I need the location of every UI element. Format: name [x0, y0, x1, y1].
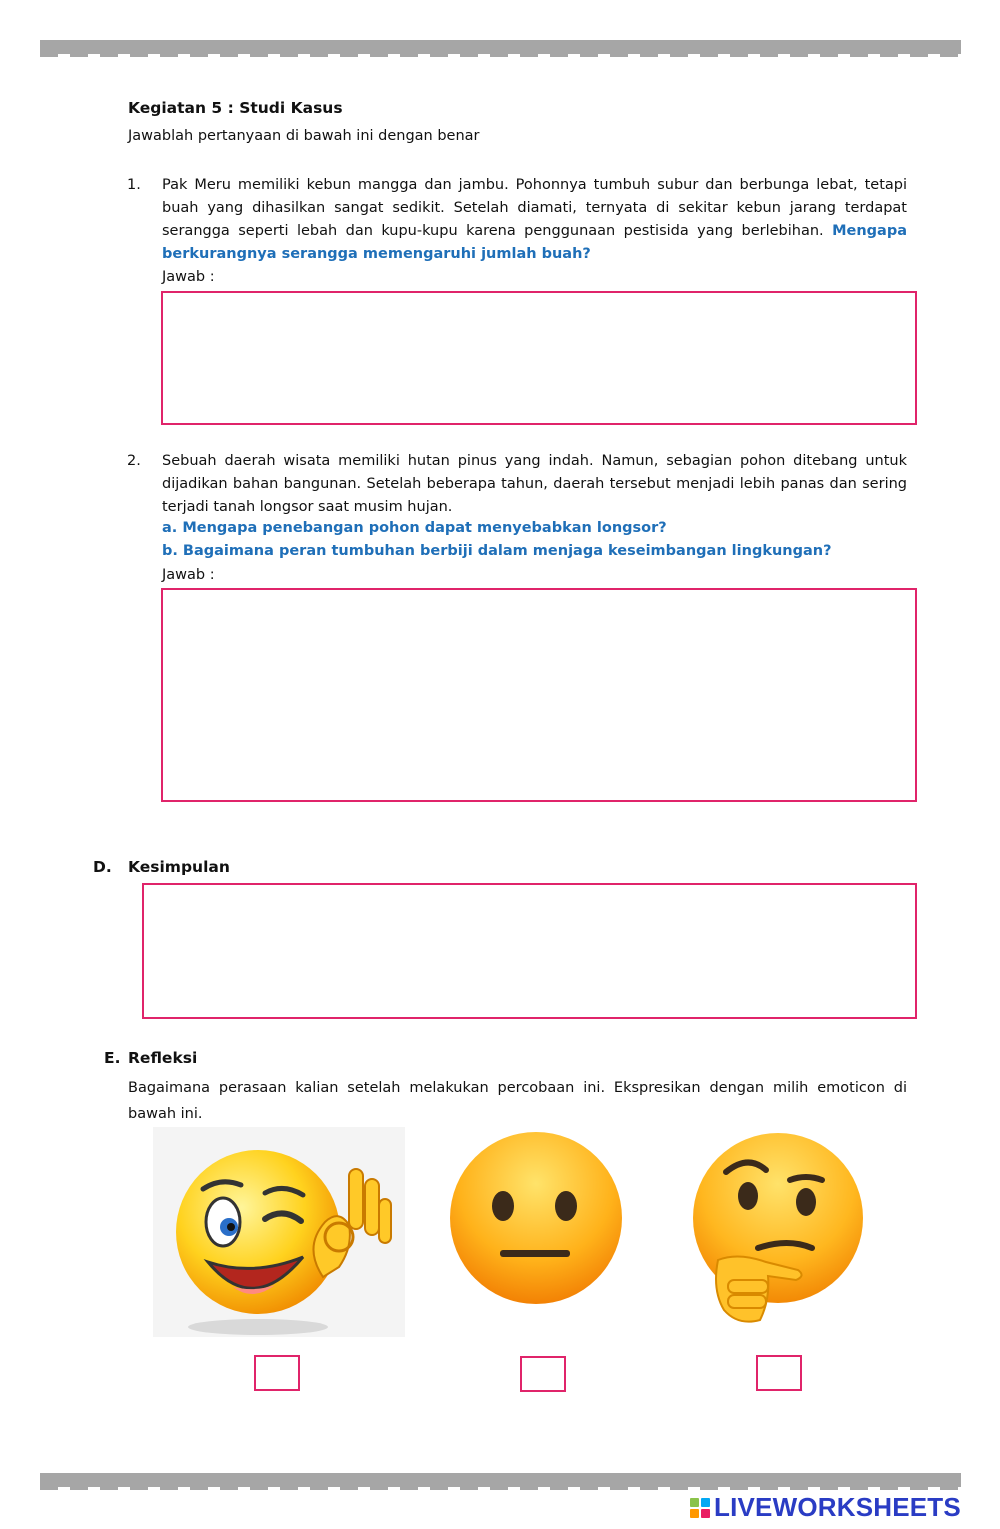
winking-ok-emoji	[153, 1127, 405, 1337]
activity-instruction: Jawablah pertanyaan di bawah ini dengan benar	[128, 128, 480, 144]
question-2-answer-label: Jawab :	[162, 567, 215, 583]
question-1-text: Pak Meru memiliki kebun mangga dan jambu. Pohonnya tumbuh subur dan berbunga lebat, tetapi buah yang dihasilkan sangat sedikit. Setelah diamati, ternyata di sekitar kebun jarang terdapat serangga seperti lebah dan kupu-kupu karena penggunaan pestisida yang berlebihan.	[162, 177, 907, 239]
choice-checkbox-neutral[interactable]	[520, 1356, 566, 1392]
reflection-title: Refleksi	[128, 1049, 198, 1067]
bottom-decorative-band	[40, 1473, 961, 1487]
question-2-text: Sebuah daerah wisata memiliki hutan pinus yang indah. Namun, sebagian pohon ditebang untuk dijadikan bahan bangunan. Setelah beberapa tahun, daerah tersebut menjadi lebih panas dan sering terjadi tanah longsor saat musim hujan.	[162, 453, 907, 515]
choice-checkbox-winking[interactable]	[254, 1355, 300, 1391]
top-decorative-band	[40, 40, 961, 54]
neutral-face-emoji	[448, 1130, 628, 1310]
question-1-number: 1.	[127, 177, 141, 193]
question-2-answer-box[interactable]	[161, 588, 917, 802]
brand-name: LIVEWORKSHEETS	[714, 1492, 961, 1522]
conclusion-letter: D.	[93, 858, 112, 876]
question-1-prompt: Mengapa berkurangnya serangga memengaruhi jumlah buah?	[162, 223, 907, 262]
question-1-body	[162, 174, 907, 266]
thinking-face-emoji	[688, 1130, 868, 1328]
question-1-answer-box[interactable]	[161, 291, 917, 425]
reflection-letter: E.	[104, 1049, 121, 1067]
conclusion-title: Kesimpulan	[128, 858, 230, 876]
question-1-answer-label: Jawab :	[162, 269, 215, 285]
question-2a-prompt: a. Mengapa penebangan pohon dapat menyebabkan longsor?	[162, 520, 667, 536]
liveworksheets-logo	[690, 1492, 961, 1523]
activity-heading: Kegiatan 5 : Studi Kasus	[128, 99, 343, 117]
liveworksheets-logo-icon	[690, 1498, 710, 1518]
question-2-number: 2.	[127, 453, 141, 469]
choice-checkbox-thinking[interactable]	[756, 1355, 802, 1391]
reflection-text: Bagaimana perasaan kalian setelah melakukan percobaan ini. Ekspresikan dengan milih emoticon di bawah ini.	[128, 1080, 907, 1122]
conclusion-answer-box[interactable]	[142, 883, 917, 1019]
question-2b-prompt: b. Bagaimana peran tumbuhan berbiji dalam menjaga keseimbangan lingkungan?	[162, 543, 832, 559]
